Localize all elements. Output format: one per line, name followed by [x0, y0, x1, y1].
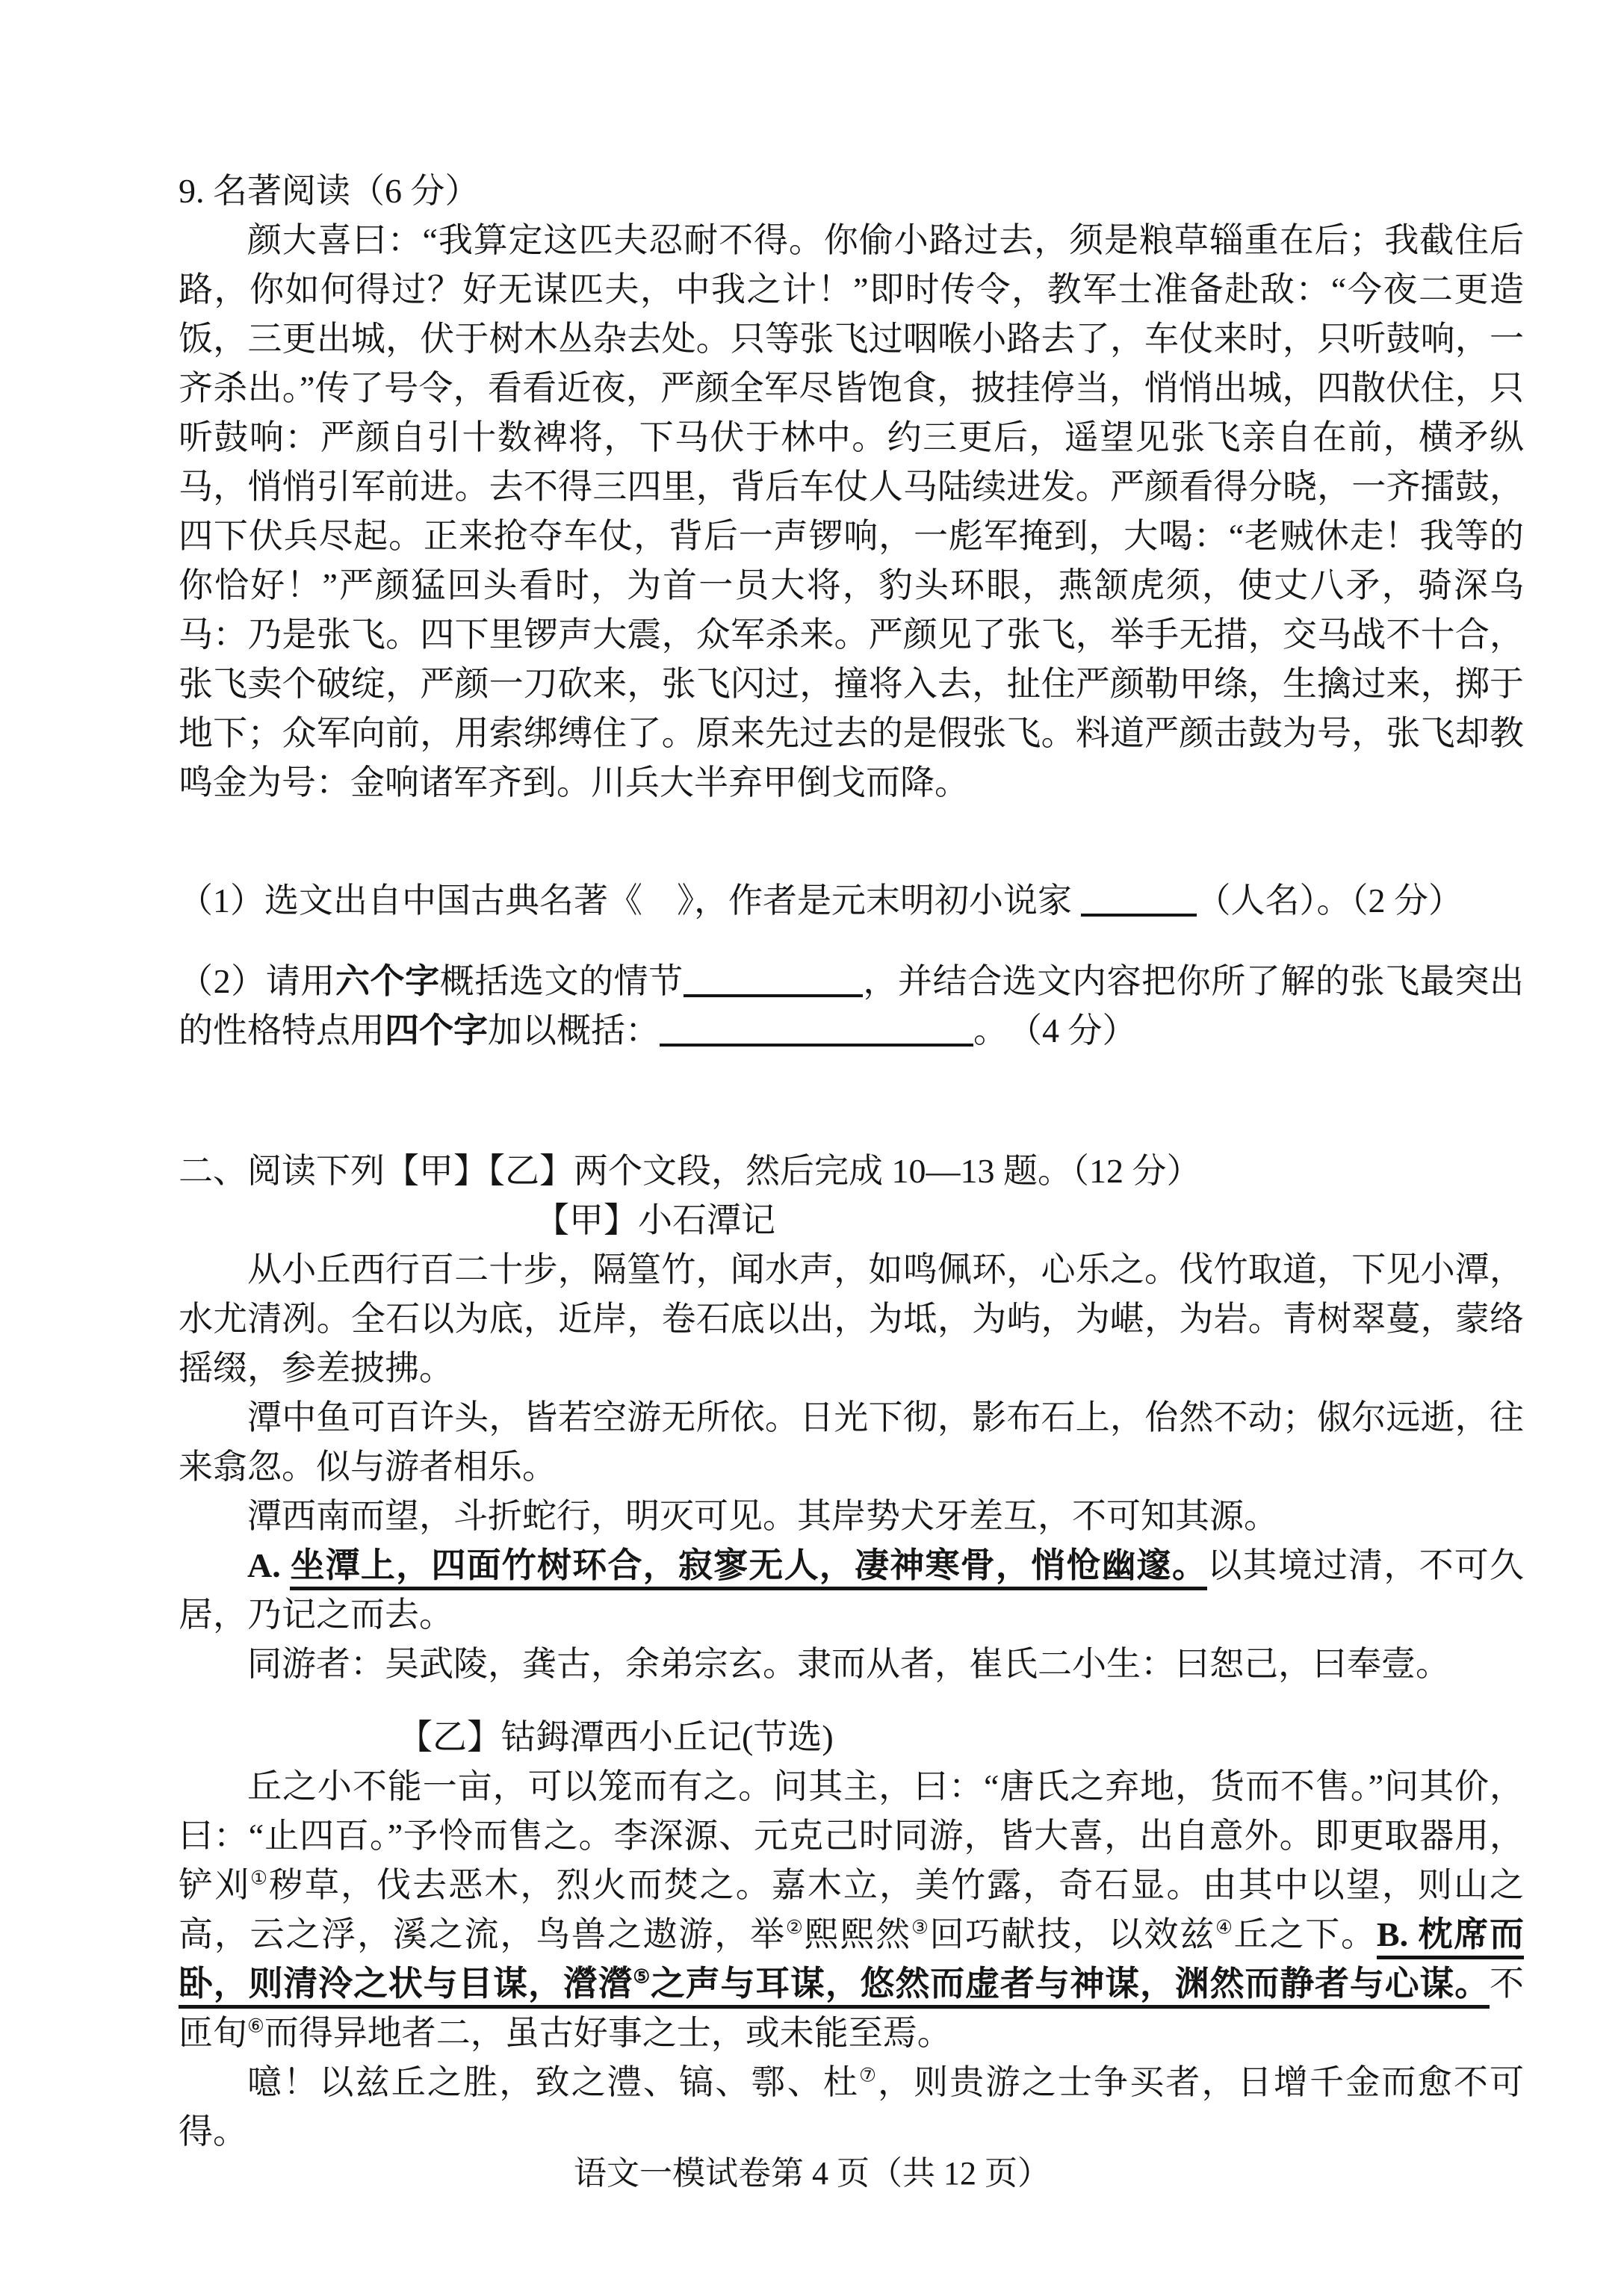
text-run: 噫！以兹丘之胜，致之澧、镐、鄠、杜 — [247, 2063, 860, 2101]
text-run: 概括选文的情节 — [439, 962, 684, 1000]
passage-jia-paragraph-5: 同游者：吴武陵，龚古，余弟宗玄。隶而从者，崔氏二小生：曰恕己，曰奉壹。 — [247, 1645, 1450, 1683]
sup: ① — [250, 1867, 269, 1889]
question-9-novel-excerpt: 颜大喜曰：“我算定这匹夫忍耐不得。你偷小路过去，须是粮草辎重在后；我截住后路，你如何得过？好无谋匹夫，中我之计！”即时传令，教军士准备赴敌：“今夜二更造饭，三更出城，伏于树木丛杂去处。只等张飞过咽喉小路去了，车仗来时，只听鼓响，一齐杀出。”传了号令，看看近夜，严颜全军尽皆饱食，披挂停当，悄悄出城，四散伏住，只听鼓响：严颜自引十数裨将，下马伏于林中。约三更后，遥望见张飞亲自在前，横矛纵马，悄悄引军前进。去不得三四里，背后车仗人马陆续进发。严颜看得分晓，一齐擂鼓，四下伏兵尽起。正来抢夺车仗，背后一声锣响，一彪军掩到，大喝：“老贼休走！我等的你恰好！”严颜猛回头看时，为首一员大将，豹头环眼，燕颔虎须，使丈八矛，骑深乌马：乃是张飞。四下里锣声大震，众军杀来。严颜见了张飞，举手无措，交马战不十合，张飞卖个破绽，严颜一刀砍来，张飞闪过，撞将入去，扯住严颜勒甲绦，生擒过来，掷于地下；众军向前，用索绑缚住了。原来先过去的是假张飞。料道严颜击鼓为号，张飞却教鸣金为号：金响诸军齐到。川兵大半弃甲倒戈而降。 — [179, 221, 1524, 802]
text-run: 丘之小不能一亩，可以笼而有之。问其主，曰：“唐氏之弃地，货而不售。”问其价，曰：“止四百。”予怜而售之。李深源、元克己时同游，皆大喜，出自意外。即更取器用，铲刈 — [179, 1767, 1524, 1904]
page-footer: 语文一模试卷第 4 页（共 12 页） — [574, 2155, 1050, 2192]
text-run: 丘之下。 — [1233, 1915, 1377, 1953]
sup: ⑦ — [859, 2065, 878, 2086]
text-run: ，则贵游之士争买者，日增千金而愈不可得。 — [179, 2063, 1525, 2151]
text-run: （2）请用 — [179, 962, 335, 1000]
sup: ④ — [1215, 1917, 1234, 1938]
sup: ⑤ — [633, 1966, 651, 1988]
b: 四个字 — [385, 1011, 488, 1050]
passage-yi-paragraph-1 — [179, 1762, 1524, 2058]
text-run: （1）选文出自中国古典名著《 》，作者是元末明初小说家 — [179, 881, 1081, 920]
text-run: 之声与耳谋，悠然而虚者与神谋，渊然而静者与心谋。 — [650, 1965, 1490, 2003]
text-run: 加以概括： — [488, 1011, 660, 1050]
sup: ③ — [911, 1917, 930, 1938]
text-run — [281, 1546, 291, 1584]
text-run: 回巧献技，以效兹 — [929, 1915, 1216, 1953]
passage-jia-paragraph-2: 潭中鱼可百许头，皆若空游无所依。日光下彻，影布石上，佁然不动；俶尔远逝，往来翕忽。似与游者相乐。 — [179, 1398, 1524, 1486]
text-run: 不匝旬 — [179, 1965, 1525, 2052]
answer-blank — [1081, 896, 1197, 917]
answer-blank — [684, 977, 863, 997]
sup: ② — [785, 1917, 805, 1938]
passage-jia-title: 【甲】小石潭记 — [535, 1201, 775, 1239]
passage-jia-paragraph-3: 潭西南而望，斗折蛇行，明灭可见。其岸势犬牙差互，不可知其源。 — [247, 1497, 1278, 1535]
text-run: 而得异地者二，虽古好事之士，或未能至焉。 — [264, 2014, 952, 2052]
question-9-sub2 — [179, 957, 1524, 1055]
text-run: 坐潭上，四面竹树环合，寂寥无人，凄神寒骨，悄怆幽邃。 — [290, 1546, 1208, 1584]
text-run: ，并结合选文内容把你所了解的张飞最突出的性格特点用 — [179, 962, 1525, 1050]
sup: ⑥ — [247, 2015, 264, 2037]
text-run: 。 （4 分） — [973, 1011, 1137, 1050]
text-run: B. 枕席而卧，则清泠之状与目谋，瀯瀯 — [179, 1915, 1525, 2003]
passage-jia-paragraph-1: 从小丘西行百二十步，隔篁竹，闻水声，如鸣佩环，心乐之。伐竹取道，下见小潭，水尤清冽。全石以为底，近岸，卷石底以出，为坻，为屿，为嵁，为岩。青树翠蔓，蒙络摇缀，参差披拂。 — [179, 1250, 1524, 1387]
text-run: 秽草，伐去恶木，烈火而焚之。嘉木立，美竹露，奇石显。由其中以望，则山之高，云之浮，溪之流，鸟兽之遨游，举 — [179, 1866, 1524, 1953]
text-run: 以其境过清，不可久居，乃记之而去。 — [179, 1546, 1525, 1634]
section-2-heading: 二、阅读下列【甲】【乙】两个文段，然后完成 10—13 题。（12 分） — [179, 1152, 1201, 1190]
text-run: （人名）。（2 分） — [1196, 881, 1463, 920]
answer-blank — [660, 1026, 973, 1047]
question-9-sub1 — [179, 876, 1524, 926]
b: A. — [247, 1546, 281, 1584]
bu — [290, 1546, 1207, 1590]
b: 六个字 — [335, 962, 440, 1000]
passage-yi-paragraph-2 — [179, 2058, 1524, 2157]
passage-jia-paragraph-4 — [179, 1541, 1524, 1640]
passage-yi-title: 【乙】钴鉧潭西小丘记(节选) — [398, 1718, 834, 1756]
text-run: 熙熙然 — [804, 1915, 911, 1953]
question-9-heading: 9. 名著阅读（6 分） — [179, 172, 480, 210]
